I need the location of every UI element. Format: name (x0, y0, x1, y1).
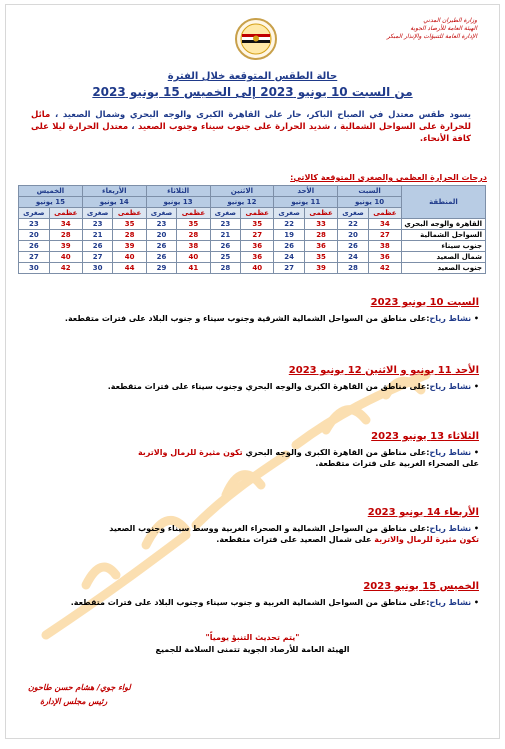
max-temp-cell: 44 (113, 263, 146, 274)
day-header: الثلاثاء (146, 186, 210, 197)
day-header: الأربعاء (82, 186, 146, 197)
max-temp-cell: 28 (177, 230, 210, 241)
max-temp-cell: 40 (49, 252, 82, 263)
min-temp-cell: 27 (19, 252, 50, 263)
region-name: السواحل الشمالية (402, 230, 486, 241)
emblem-logo (234, 17, 278, 61)
max-label: عظمى (113, 208, 146, 219)
forecast-day-text (9, 447, 479, 469)
safety-message: الهيئة العامة للأرصاد الجوية تتمنى السلامة للجميع (155, 645, 350, 654)
max-temp-cell: 36 (241, 241, 274, 252)
wind-activity-label: نشاط رياح (429, 448, 472, 457)
forecast-title: حالة الطقس المتوقعة خلال الفترة (167, 71, 338, 82)
org-department: الإدارة العامة للتنبؤات والإنذار المبكر (386, 33, 477, 40)
forecast-day-heading: الثلاثاء 13 يونيو 2023 (371, 431, 479, 442)
min-temp-cell: 28 (210, 263, 241, 274)
min-temp-cell: 30 (19, 263, 50, 274)
max-temp-cell: 42 (368, 263, 401, 274)
summary-part: ، (128, 122, 138, 132)
max-temp-cell: 42 (49, 263, 82, 274)
day-header: الخميس (19, 186, 83, 197)
max-temp-cell: 40 (113, 252, 146, 263)
max-temp-cell: 27 (241, 230, 274, 241)
forecast-period: من السبت 10 يونيو 2023 إلى الخميس 15 يونيو 2023 (92, 85, 413, 99)
org-authority: الهيئة العامة للأرصاد الجوية (410, 25, 477, 32)
day-header: الأحد (274, 186, 338, 197)
forecast-day-text (9, 313, 479, 324)
max-temp-cell: 40 (241, 263, 274, 274)
region-name: شمال الصعيد (402, 252, 486, 263)
min-label: صغرى (19, 208, 50, 219)
min-temp-cell: 26 (19, 241, 50, 252)
forecast-detail: :على مناطق من السواحل الشمالية و الصحراء الغربية ووسط سيناء وجنوب الصعيد (109, 524, 430, 533)
date-header: 14 يونيو (82, 197, 146, 208)
max-temp-cell: 39 (49, 241, 82, 252)
min-temp-cell: 23 (146, 219, 177, 230)
forecast-day-text (9, 523, 479, 545)
table-day-row (19, 186, 486, 197)
max-temp-cell: 39 (304, 263, 337, 274)
max-temp-cell: 27 (368, 230, 401, 241)
bullet-icon: • (471, 382, 479, 391)
table-row (19, 241, 486, 252)
date-header: 15 يونيو (19, 197, 83, 208)
bullet-icon: • (471, 524, 479, 533)
min-temp-cell: 27 (82, 252, 113, 263)
date-header: 11 يونيو (274, 197, 338, 208)
max-temp-cell: 36 (304, 241, 337, 252)
max-temp-cell: 35 (177, 219, 210, 230)
min-temp-cell: 28 (338, 263, 369, 274)
day-header: الاثنين (210, 186, 274, 197)
min-temp-cell: 20 (146, 230, 177, 241)
max-label: عظمى (177, 208, 210, 219)
bullet-icon: • (471, 598, 479, 607)
bullet-icon: • (471, 448, 479, 457)
max-temp-cell: 35 (241, 219, 274, 230)
max-temp-cell: 34 (49, 219, 82, 230)
min-temp-cell: 23 (19, 219, 50, 230)
max-temp-cell: 28 (113, 230, 146, 241)
region-name: جنوب سيناء (402, 241, 486, 252)
min-label: صغرى (82, 208, 113, 219)
wind-activity-label: نشاط رياح (429, 314, 472, 323)
max-temp-cell: 28 (49, 230, 82, 241)
min-temp-cell: 23 (210, 219, 241, 230)
date-header: 12 يونيو (210, 197, 274, 208)
forecast-detail: :على مناطق من السواحل الشمالية الشرقية وجنوب سيناء و جنوب البلاد على فترات متقطعة. (64, 314, 430, 323)
update-note: "يتم تحديث التنبؤ يومياً" (205, 633, 300, 642)
table-row (19, 230, 486, 241)
table-caption: درجات الحرارة العظمى والصغرى المتوقعة كالاتي: (290, 173, 487, 182)
max-temp-cell: 35 (113, 219, 146, 230)
date-header: 13 يونيو (146, 197, 210, 208)
org-ministry: وزارة الطيران المدني (423, 17, 477, 24)
max-temp-cell: 38 (177, 241, 210, 252)
forecast-detail: :على مناطق من القاهرة الكبرى والوجه البحري (242, 448, 430, 457)
table-row (19, 252, 486, 263)
forecast-warning: تكون مثيرة للرمال والاتربة (137, 448, 243, 457)
max-temp-cell: 33 (304, 219, 337, 230)
min-temp-cell: 26 (146, 241, 177, 252)
forecast-detail: :على مناطق من السواحل الشمالية الغربية و جنوب سيناء وجنوب البلاد على فترات متقطعة. (70, 598, 430, 607)
min-temp-cell: 26 (338, 241, 369, 252)
min-temp-cell: 25 (210, 252, 241, 263)
wind-activity-label: نشاط رياح (429, 382, 472, 391)
min-temp-cell: 26 (146, 252, 177, 263)
forecast-detail: على الصحراء الغربية على فترات متقطعة. (315, 459, 479, 468)
min-temp-cell: 27 (274, 263, 305, 274)
min-temp-cell: 26 (210, 241, 241, 252)
summary-highlight: معتدل الحرارة ليلا على كافة الأنحاء. (31, 122, 471, 144)
max-label: عظمى (304, 208, 337, 219)
forecast-page (5, 4, 500, 739)
forecast-detail: على شمال الصعيد على فترات متقطعة. (216, 535, 375, 544)
forecast-day-heading: الأربعاء 14 يونيو 2023 (367, 507, 479, 518)
min-label: صغرى (274, 208, 305, 219)
summary-part: يسود طقس معتدل في الصباح الباكر، حار على القاهرة الكبرى والوجه البحري وشمال الصعيد ، (50, 110, 471, 120)
min-temp-cell: 22 (274, 219, 305, 230)
region-header: المنطقة (402, 186, 486, 219)
min-temp-cell: 26 (82, 241, 113, 252)
max-temp-cell: 34 (368, 219, 401, 230)
forecast-detail: :على مناطق من القاهرة الكبرى والوجه البحري وجنوب سيناء على فترات متقطعة. (107, 382, 430, 391)
min-temp-cell: 20 (19, 230, 50, 241)
table-row (19, 219, 486, 230)
max-temp-cell: 36 (368, 252, 401, 263)
max-temp-cell: 35 (304, 252, 337, 263)
summary-highlight: مائل للحرارة على السواحل الشمالية (31, 110, 471, 132)
day-header: السبت (338, 186, 402, 197)
max-temp-cell: 39 (113, 241, 146, 252)
forecast-day-text (9, 597, 479, 608)
forecast-warning: تكون مثيرة للرمال والاتربة (374, 535, 479, 544)
forecast-day-text (9, 381, 479, 392)
wind-activity-label: نشاط رياح (429, 524, 472, 533)
table-body (19, 219, 486, 274)
table-row (19, 263, 486, 274)
min-temp-cell: 24 (338, 252, 369, 263)
max-label: عظمى (241, 208, 274, 219)
max-temp-cell: 38 (368, 241, 401, 252)
forecast-day-heading: الخميس 15 يونيو 2023 (363, 581, 479, 592)
min-temp-cell: 29 (146, 263, 177, 274)
wind-activity-label: نشاط رياح (429, 598, 472, 607)
signatory-title: رئيس مجلس الإدارة (40, 697, 108, 706)
min-label: صغرى (338, 208, 369, 219)
region-name: جنوب الصعيد (402, 263, 486, 274)
bullet-icon: • (471, 314, 479, 323)
min-temp-cell: 23 (82, 219, 113, 230)
min-temp-cell: 21 (82, 230, 113, 241)
organization-header (327, 17, 477, 41)
min-temp-cell: 20 (338, 230, 369, 241)
max-temp-cell: 41 (177, 263, 210, 274)
forecast-day-heading: الأحد 11 يونيو و الاثنين 12 يونيو 2023 (288, 365, 479, 376)
region-name: القاهرة والوجه البحري (402, 219, 486, 230)
min-label: صغرى (210, 208, 241, 219)
forecast-day-heading: السبت 10 يونيو 2023 (370, 297, 479, 308)
general-summary (31, 109, 471, 145)
signatory-name: لواء جوي/ هشام حسن طاحون (28, 683, 131, 692)
min-temp-cell: 22 (338, 219, 369, 230)
max-temp-cell: 28 (304, 230, 337, 241)
max-temp-cell: 40 (177, 252, 210, 263)
min-temp-cell: 21 (210, 230, 241, 241)
max-temp-cell: 36 (241, 252, 274, 263)
max-label: عظمى (368, 208, 401, 219)
max-label: عظمى (49, 208, 82, 219)
min-temp-cell: 24 (274, 252, 305, 263)
min-temp-cell: 19 (274, 230, 305, 241)
min-label: صغرى (146, 208, 177, 219)
min-temp-cell: 26 (274, 241, 305, 252)
date-header: 10 يونيو (338, 197, 402, 208)
temperature-table (18, 185, 486, 274)
summary-highlight: شديد الحرارة على جنوب سيناء وجنوب الصعيد (137, 122, 331, 132)
summary-part: ، (330, 122, 341, 132)
min-temp-cell: 30 (82, 263, 113, 274)
